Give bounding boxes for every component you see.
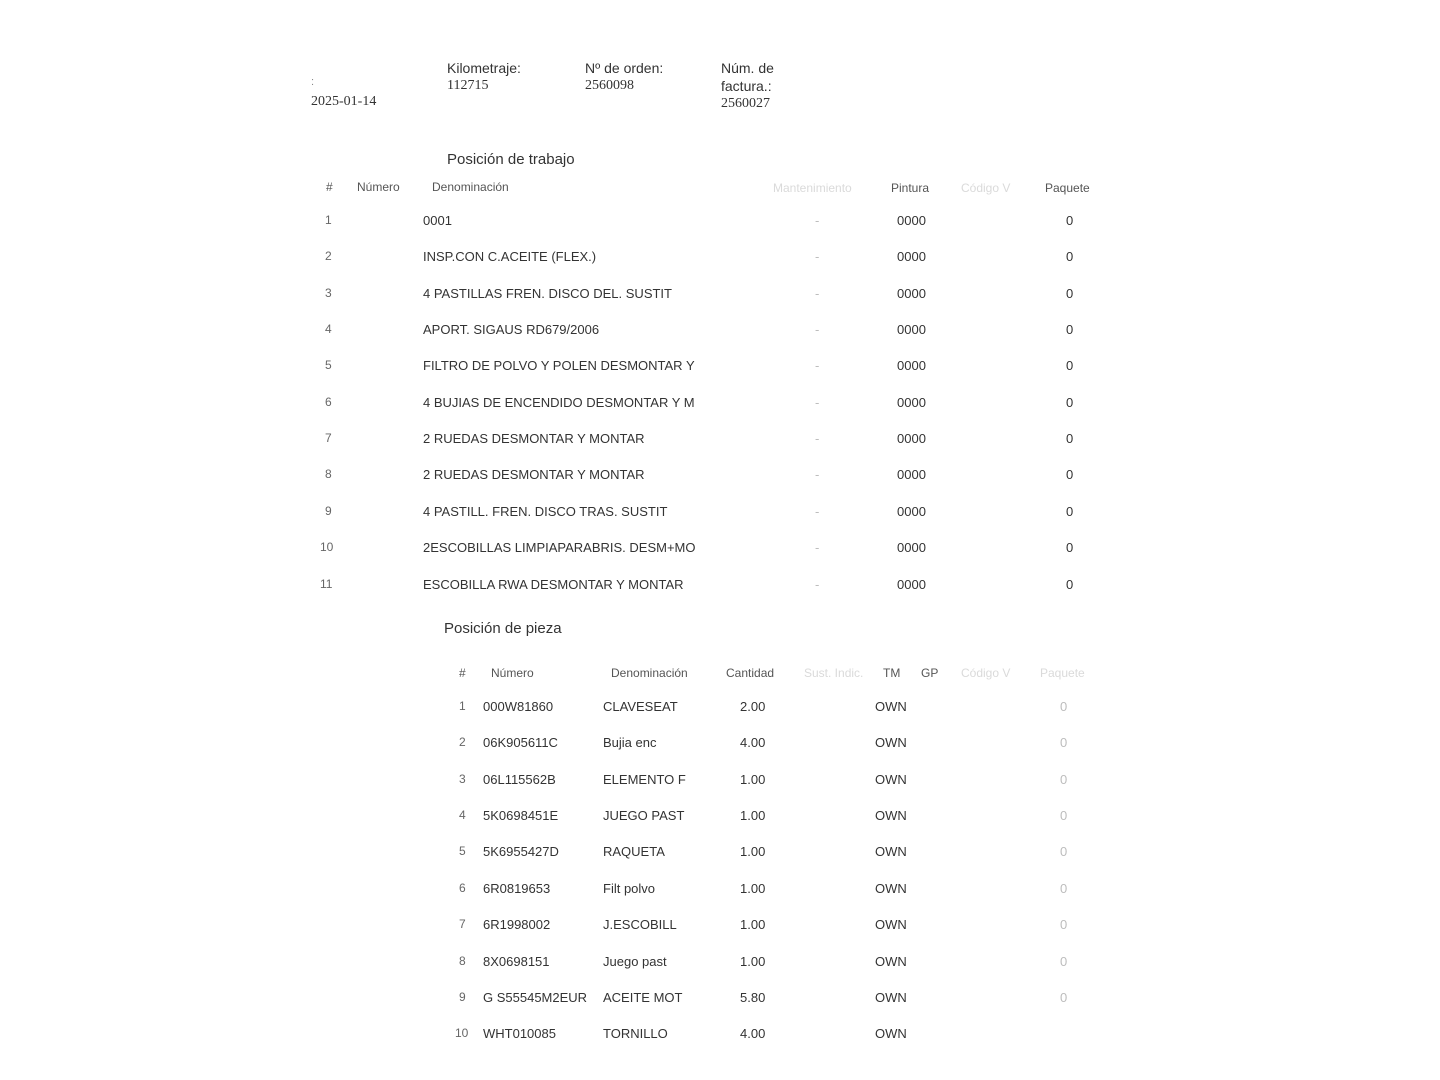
pieza-row-paquete: 0 (1060, 808, 1068, 823)
pieza-row-cantidad: 2.00 (740, 699, 766, 714)
trabajo-row-denominacion: 2 RUEDAS DESMONTAR Y MONTAR (423, 467, 645, 482)
pieza-row-idx: 6 (459, 881, 466, 895)
pieza-col-cantidad: Cantidad (726, 666, 775, 680)
trabajo-row-idx: 7 (325, 431, 332, 445)
trabajo-row-pintura: 0000 (897, 249, 926, 264)
trabajo-row-idx: 11 (320, 577, 333, 591)
pieza-row-idx: 7 (459, 917, 466, 931)
trabajo-row-denominacion: INSP.CON C.ACEITE (FLEX.) (423, 249, 597, 264)
pieza-row-numero: G S55545M2EUR (483, 990, 588, 1005)
pieza-row-numero: 5K0698451E (483, 808, 559, 823)
trabajo-row-denominacion: 0001 (423, 213, 452, 228)
trabajo-row-idx: 10 (320, 540, 334, 554)
trabajo-row-pintura: 0000 (897, 577, 926, 592)
pieza-row (0, 699, 1440, 719)
trabajo-row-denominacion: APORT. SIGAUS RD679/2006 (423, 322, 600, 337)
pieza-row-numero: 6R0819653 (483, 881, 551, 896)
trabajo-section-title: Posición de trabajo (447, 151, 575, 168)
pieza-row-denominacion: Filt polvo (603, 881, 656, 896)
trabajo-row-pintura: 0000 (897, 504, 926, 519)
trabajo-row-paquete: 0 (1066, 358, 1074, 373)
trabajo-row-pintura: 0000 (897, 467, 926, 482)
trabajo-row-idx: 9 (325, 504, 332, 518)
trabajo-row-idx: 5 (325, 358, 332, 372)
factura-value: 2560027 (721, 96, 770, 111)
trabajo-row-pintura: 0000 (897, 358, 926, 373)
trabajo-col-numero: Número (357, 180, 400, 194)
trabajo-row-denominacion: FILTRO DE POLVO Y POLEN DESMONTAR Y (423, 358, 695, 373)
trabajo-row (0, 504, 1440, 524)
pieza-row-numero: 06L115562B (483, 772, 556, 787)
trabajo-row-pintura: 0000 (897, 286, 926, 301)
factura-label-line1: Núm. de (721, 60, 774, 76)
pieza-row-cantidad: 1.00 (740, 808, 766, 823)
trabajo-col-paquete: Paquete (1045, 181, 1090, 195)
kilometraje-value: 112715 (447, 78, 489, 93)
trabajo-row-dash: - (815, 395, 820, 410)
trabajo-col-codigo: Código V (961, 181, 1011, 195)
trabajo-row (0, 540, 1440, 560)
trabajo-row-dash: - (815, 540, 820, 555)
trabajo-row (0, 249, 1440, 269)
pieza-row-denominacion: CLAVESEAT (603, 699, 678, 714)
pieza-row-paquete: 0 (1060, 881, 1068, 896)
pieza-row-tm: OWN (875, 1026, 907, 1041)
trabajo-row-dash: - (815, 286, 820, 301)
trabajo-row (0, 467, 1440, 487)
trabajo-row-paquete: 0 (1066, 467, 1074, 482)
pieza-row-idx: 3 (459, 772, 466, 786)
trabajo-row-paquete: 0 (1066, 286, 1074, 301)
pieza-row-denominacion: Juego past (603, 954, 667, 969)
trabajo-row-paquete: 0 (1066, 504, 1074, 519)
pieza-row (0, 990, 1440, 1010)
pieza-row-tm: OWN (875, 735, 907, 750)
trabajo-col-idx: # (326, 180, 333, 194)
pieza-row-denominacion: J.ESCOBILL (603, 917, 677, 932)
trabajo-row-pintura: 0000 (897, 213, 926, 228)
pieza-row-numero: 8X0698151 (483, 954, 550, 969)
pieza-row-paquete: 0 (1060, 772, 1068, 787)
trabajo-row-denominacion: ESCOBILLA RWA DESMONTAR Y MONTAR (423, 577, 684, 592)
trabajo-row (0, 431, 1440, 451)
trabajo-row-paquete: 0 (1066, 395, 1074, 410)
pieza-row-denominacion: TORNILLO (603, 1026, 668, 1041)
trabajo-row (0, 322, 1440, 342)
orden-value: 2560098 (585, 78, 634, 93)
pieza-row-cantidad: 1.00 (740, 844, 766, 859)
pieza-row-cantidad: 4.00 (740, 735, 766, 750)
pieza-row-tm: OWN (875, 917, 907, 932)
trabajo-row-denominacion: 4 PASTILL. FREN. DISCO TRAS. SUSTIT (423, 504, 668, 519)
orden-label: Nº de orden: (585, 60, 664, 76)
pieza-col-paquete: Paquete (1040, 666, 1085, 680)
trabajo-row-idx: 1 (325, 213, 332, 227)
pieza-row (0, 881, 1440, 901)
pieza-col-codigo: Código V (961, 666, 1011, 680)
pieza-row-cantidad: 1.00 (740, 881, 766, 896)
pieza-col-gp: GP (921, 666, 939, 680)
date-value: 2025-01-14 (311, 94, 377, 109)
pieza-row-paquete: 0 (1060, 917, 1068, 932)
pieza-row (0, 735, 1440, 755)
trabajo-row-dash: - (815, 431, 820, 446)
kilometraje-label: Kilometraje: (447, 60, 521, 76)
pieza-row-denominacion: ELEMENTO F (603, 772, 686, 787)
pieza-col-tm: TM (883, 666, 901, 680)
pieza-row-paquete: 0 (1060, 699, 1068, 714)
pieza-row-cantidad: 1.00 (740, 954, 766, 969)
pieza-row-denominacion: RAQUETA (603, 844, 665, 859)
pieza-row-idx: 8 (459, 954, 466, 968)
pieza-row (0, 808, 1440, 828)
pieza-row-tm: OWN (875, 954, 907, 969)
trabajo-row-denominacion: 2ESCOBILLAS LIMPIAPARABRIS. DESM+MO (423, 540, 696, 555)
trabajo-row-paquete: 0 (1066, 249, 1074, 264)
trabajo-row-dash: - (815, 322, 820, 337)
pieza-row-paquete: 0 (1060, 990, 1068, 1005)
pieza-row-denominacion: Bujia enc (603, 735, 657, 750)
pieza-row-tm: OWN (875, 844, 907, 859)
trabajo-row-denominacion: 4 BUJIAS DE ENCENDIDO DESMONTAR Y M (423, 395, 695, 410)
pieza-row-paquete: 0 (1060, 844, 1068, 859)
pieza-row-cantidad: 1.00 (740, 772, 766, 787)
pieza-col-numero: Número (491, 666, 534, 680)
trabajo-row-dash: - (815, 249, 820, 264)
trabajo-col-denominacion: Denominación (432, 180, 509, 194)
trabajo-row (0, 358, 1440, 378)
trabajo-row-paquete: 0 (1066, 431, 1074, 446)
pieza-row (0, 954, 1440, 974)
pieza-row-numero: 000W81860 (483, 699, 554, 714)
pieza-col-denominacion: Denominación (611, 666, 688, 680)
trabajo-row (0, 577, 1440, 597)
trabajo-row-pintura: 0000 (897, 431, 926, 446)
pieza-row-idx: 5 (459, 844, 466, 858)
trabajo-row (0, 286, 1440, 306)
trabajo-row-pintura: 0000 (897, 395, 926, 410)
trabajo-row-denominacion: 4 PASTILLAS FREN. DISCO DEL. SUSTIT (423, 286, 672, 301)
pieza-row (0, 844, 1440, 864)
pieza-row-paquete: 0 (1060, 954, 1068, 969)
trabajo-row-dash: - (815, 358, 820, 373)
pieza-row-tm: OWN (875, 699, 907, 714)
pieza-row-cantidad: 5.80 (740, 990, 766, 1005)
trabajo-row-dash: - (815, 213, 820, 228)
pieza-row-denominacion: JUEGO PAST (603, 808, 685, 823)
trabajo-row-idx: 3 (325, 286, 332, 300)
pieza-row-tm: OWN (875, 808, 907, 823)
trabajo-row-idx: 2 (325, 249, 332, 263)
trabajo-col-mantenimiento: Mantenimiento (773, 181, 852, 195)
pieza-col-idx: # (459, 666, 466, 680)
pieza-row-denominacion: ACEITE MOT (603, 990, 683, 1005)
pieza-row-idx: 1 (459, 699, 466, 713)
pieza-row-numero: 6R1998002 (483, 917, 551, 932)
trabajo-row-paquete: 0 (1066, 322, 1074, 337)
pieza-row (0, 772, 1440, 792)
pieza-row-cantidad: 4.00 (740, 1026, 766, 1041)
trabajo-row (0, 213, 1440, 233)
trabajo-col-pintura: Pintura (891, 181, 930, 195)
trabajo-row-idx: 6 (325, 395, 332, 409)
pieza-row-idx: 9 (459, 990, 466, 1004)
trabajo-row-paquete: 0 (1066, 540, 1074, 555)
pieza-row-numero: 5K6955427D (483, 844, 559, 859)
pieza-row-cantidad: 1.00 (740, 917, 766, 932)
pieza-row-idx: 10 (455, 1026, 469, 1040)
trabajo-row-dash: - (815, 467, 820, 482)
trabajo-row-denominacion: 2 RUEDAS DESMONTAR Y MONTAR (423, 431, 645, 446)
pieza-row-numero: 06K905611C (483, 735, 558, 750)
trabajo-row-dash: - (815, 577, 820, 592)
date-mark: : (311, 76, 315, 88)
pieza-row-tm: OWN (875, 772, 907, 787)
pieza-row-idx: 2 (459, 735, 466, 749)
trabajo-row-paquete: 0 (1066, 213, 1074, 228)
pieza-row (0, 917, 1440, 937)
trabajo-row-pintura: 0000 (897, 540, 926, 555)
factura-label-line2: factura.: (721, 78, 772, 94)
pieza-section-title: Posición de pieza (444, 620, 562, 637)
trabajo-row-paquete: 0 (1066, 577, 1074, 592)
pieza-row-idx: 4 (459, 808, 466, 822)
pieza-row-paquete: 0 (1060, 735, 1068, 750)
trabajo-row-idx: 4 (325, 322, 332, 336)
trabajo-row (0, 395, 1440, 415)
pieza-row-tm: OWN (875, 990, 907, 1005)
trabajo-row-dash: - (815, 504, 820, 519)
trabajo-row-pintura: 0000 (897, 322, 926, 337)
pieza-col-sust: Sust. Indic. (804, 666, 864, 680)
pieza-row (0, 1026, 1440, 1046)
pieza-row-numero: WHT010085 (483, 1026, 556, 1041)
pieza-row-tm: OWN (875, 881, 907, 896)
trabajo-row-idx: 8 (325, 467, 332, 481)
